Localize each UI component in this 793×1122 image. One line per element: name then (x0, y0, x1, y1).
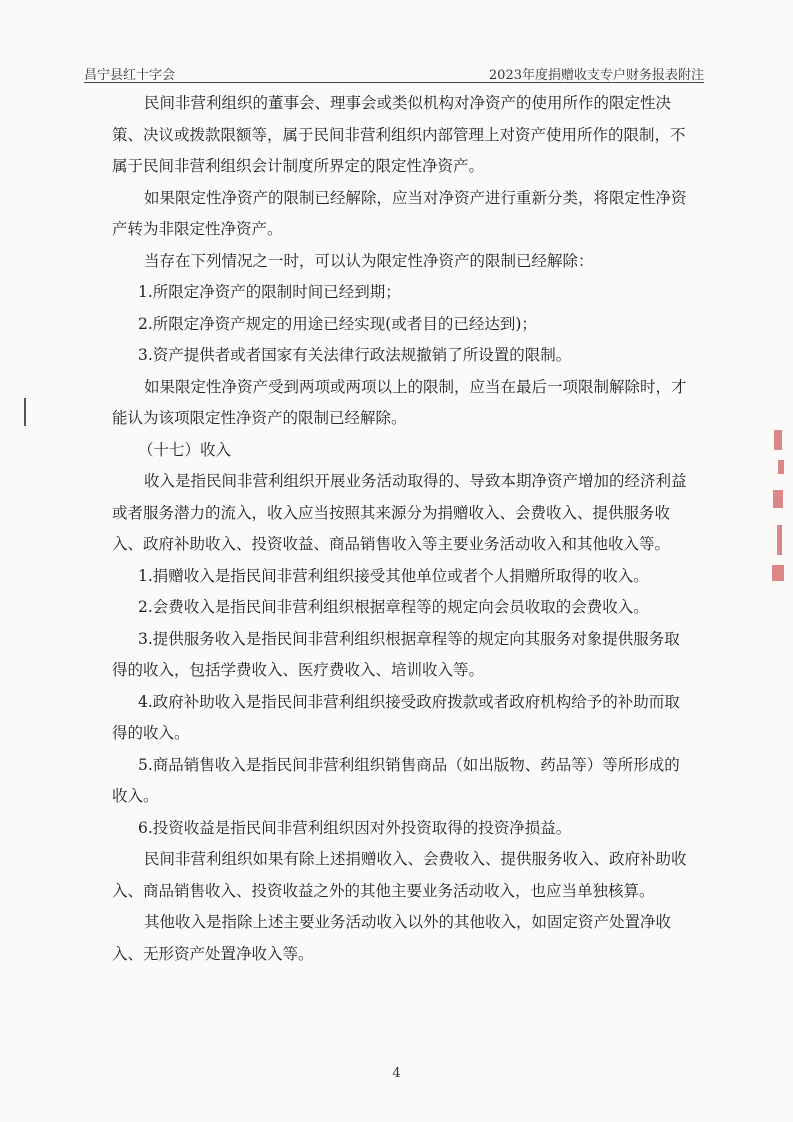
page-header (84, 60, 704, 82)
header-divider (84, 82, 704, 83)
document-body (112, 88, 687, 970)
list-item: 3.提供服务收入是指民间非营利组织根据章程等的规定向其服务对象提供服务取得的收入，包括学费收入、医疗费收入、培训收入等。 (112, 629, 680, 679)
list-item: 1.捐赠收入是指民间非营利组织接受其他单位或者个人捐赠所取得的收入。 (138, 566, 649, 585)
paragraph: 民间非营利组织的董事会、理事会或类似机构对净资产的使用所作的限定性决策、决议或拨款限额等，属于民间非营利组织内部管理上对资产使用所作的限制，不属于民间非营利组织会计制度所界定的限定性净资产。 (112, 94, 686, 175)
section-heading: （十七）收入 (138, 440, 232, 459)
margin-mark (24, 398, 26, 426)
list-item: 4.政府补助收入是指民间非营利组织接受政府拨款或者政府机构给予的补助而取得的收入。 (112, 692, 680, 742)
list-item: 1.所限定净资产的限制时间已经到期； (138, 283, 401, 301)
list-item: 2.所限定净资产规定的用途已经实现(或者目的已经达到)； (138, 314, 537, 333)
list-item: 3.资产提供者或者国家有关法律行政法规撤销了所设置的限制。 (138, 346, 572, 364)
page-number: 4 (392, 1066, 401, 1081)
paragraph: 民间非营利组织如果有除上述捐赠收入、会费收入、提供服务收入、政府补助收入、商品销售收入、投资收益之外的其他主要业务活动收入，也应当单独核算。 (112, 850, 687, 900)
list-item: 6.投资收益是指民间非营利组织因对外投资取得的投资净损益。 (138, 818, 572, 837)
paragraph: 如果限定性净资产的限制已经解除，应当对净资产进行重新分类，将限定性净资产转为非限定性净资产。 (112, 188, 687, 238)
paragraph: 收入是指民间非营利组织开展业务活动取得的、导致本期净资产增加的经济利益或者服务潜力的流入，收入应当按照其来源分为捐赠收入、会费收入、提供服务收入、政府补助收入、投资收益、商品销售收入等主要业务活动收入和其他收入等。 (112, 472, 687, 553)
list-item: 5.商品销售收入是指民间非营利组织销售商品（如出版物、药品等）等所形成的收入。 (112, 755, 680, 805)
header-report-title: 2023年度捐赠收支专户财务报表附注 (488, 68, 704, 83)
paragraph: 如果限定性净资产受到两项或两项以上的限制，应当在最后一项限制解除时，才能认为该项限定性净资产的限制已经解除。 (112, 377, 687, 427)
paragraph: 当存在下列情况之一时，可以认为限定性净资产的限制已经解除： (144, 251, 594, 270)
list-item: 2.会费收入是指民间非营利组织根据章程等的规定向会员收取的会费收入。 (138, 598, 649, 616)
paragraph: 其他收入是指除上述主要业务活动收入以外的其他收入，如固定资产处置净收入、无形资产处置净收入等。 (112, 913, 672, 963)
header-organization: 昌宁县红十字会 (84, 68, 176, 83)
seal-stamp-fragment (768, 430, 790, 590)
